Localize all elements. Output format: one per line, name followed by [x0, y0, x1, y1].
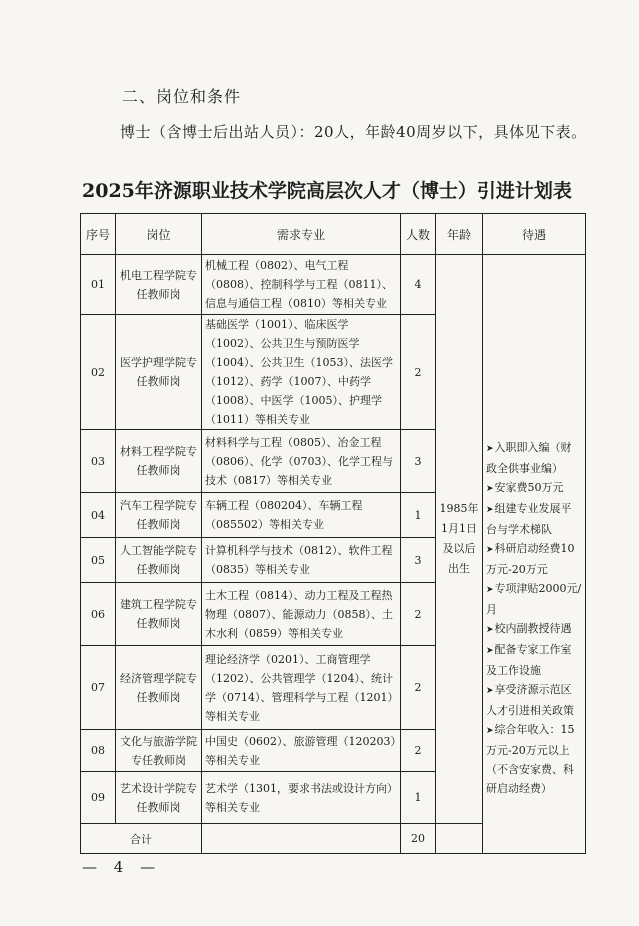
total-count: 20 [401, 824, 436, 854]
total-label: 合计 [81, 824, 202, 854]
row-count: 2 [401, 315, 436, 430]
row-no: 07 [81, 646, 116, 730]
benefit-item: ➤ 享受济源示范区人才引进相关政策 [486, 680, 582, 720]
row-majors: 计算机科学与技术（0812）、软件工程（0835）等相关专业 [202, 538, 401, 583]
row-post: 材料工程学院专任教师岗 [116, 430, 202, 493]
row-count: 4 [401, 255, 436, 315]
age-requirement: 1985年1月1日及以后出生 [436, 255, 483, 824]
total-age-empty [436, 824, 483, 854]
row-majors: 材料科学与工程（0805）、冶金工程（0806）、化学（0703）、化学工程与技术（0817）等相关专业 [202, 430, 401, 493]
benefit-item: ➤ 入职即入编（财政全供事业编） [486, 438, 582, 478]
row-no: 04 [81, 493, 116, 538]
table-title: 2025年济源职业技术学院高层次人才（博士）引进计划表 [82, 180, 572, 202]
header-count: 人数 [401, 214, 436, 255]
intro-text: 博士（含博士后出站人员）：20人，年龄40周岁以下，具体见下表。 [120, 123, 587, 141]
row-count: 1 [401, 493, 436, 538]
row-count: 2 [401, 583, 436, 646]
row-post: 建筑工程学院专任教师岗 [116, 583, 202, 646]
row-majors: 中国史（0602）、旅游管理（120203）等相关专业 [202, 730, 401, 772]
row-count: 2 [401, 730, 436, 772]
row-majors: 艺术学（1301，要求书法或设计方向）等相关专业 [202, 772, 401, 824]
row-no: 02 [81, 315, 116, 430]
row-post: 人工智能学院专任教师岗 [116, 538, 202, 583]
row-no: 01 [81, 255, 116, 315]
benefit-item: ➤ 配备专家工作室及工作设施 [486, 640, 582, 680]
page-number: — 4 — [82, 858, 162, 876]
header-age: 年龄 [436, 214, 483, 255]
row-no: 08 [81, 730, 116, 772]
row-majors: 机械工程（0802）、电气工程（0808）、控制科学与工程（0811）、信息与通信工程（0810）等相关专业 [202, 255, 401, 315]
section-heading: 二、岗位和条件 [122, 87, 242, 106]
row-majors: 理论经济学（0201）、工商管理学（1202）、公共管理学（1204）、统计学（0714）、管理科学与工程（1201）等相关专业 [202, 646, 401, 730]
row-post: 文化与旅游学院专任教师岗 [116, 730, 202, 772]
header-benefits: 待遇 [483, 214, 586, 255]
benefit-item: ➤ 安家费50万元 [486, 478, 582, 499]
benefit-item: ➤ 校内副教授待遇 [486, 619, 582, 640]
benefit-item: ➤ 综合年收入：15万元-20万元以上（不含安家费、科研启动经费） [486, 720, 582, 798]
benefit-item: ➤ 科研启动经费10万元-20万元 [486, 539, 582, 579]
row-count: 3 [401, 430, 436, 493]
benefit-item: ➤ 专项津贴2000元/月 [486, 579, 582, 619]
row-majors: 车辆工程（080204）、车辆工程（085502）等相关专业 [202, 493, 401, 538]
row-majors: 土木工程（0814）、动力工程及工程热物理（0807）、能源动力（0858）、土木水利（0859）等相关专业 [202, 583, 401, 646]
benefit-item: ➤ 组建专业发展平台与学术梯队 [486, 499, 582, 539]
row-majors: 基础医学（1001）、临床医学（1002）、公共卫生与预防医学（1004）、公共卫生（1053）、法医学（1012）、药学（1007）、中药学（1008）、中医学（1005）、护理学（1011）等相关专业 [202, 315, 401, 430]
total-majors-empty [202, 824, 401, 854]
table-header-row [81, 214, 586, 255]
intro-paragraph [88, 117, 608, 147]
row-post: 医学护理学院专任教师岗 [116, 315, 202, 430]
row-post: 汽车工程学院专任教师岗 [116, 493, 202, 538]
row-no: 06 [81, 583, 116, 646]
row-post: 机电工程学院专任教师岗 [116, 255, 202, 315]
benefits-cell [483, 255, 586, 854]
benefits-list [486, 310, 582, 798]
row-count: 2 [401, 646, 436, 730]
row-count: 3 [401, 538, 436, 583]
row-post: 经济管理学院专任教师岗 [116, 646, 202, 730]
header-majors: 需求专业 [202, 214, 401, 255]
row-no: 09 [81, 772, 116, 824]
row-no: 05 [81, 538, 116, 583]
header-post: 岗位 [116, 214, 202, 255]
row-post: 艺术设计学院专任教师岗 [116, 772, 202, 824]
row-no: 03 [81, 430, 116, 493]
header-no: 序号 [81, 214, 116, 255]
recruitment-plan-table [80, 213, 586, 854]
row-count: 1 [401, 772, 436, 824]
table-row [81, 255, 586, 315]
